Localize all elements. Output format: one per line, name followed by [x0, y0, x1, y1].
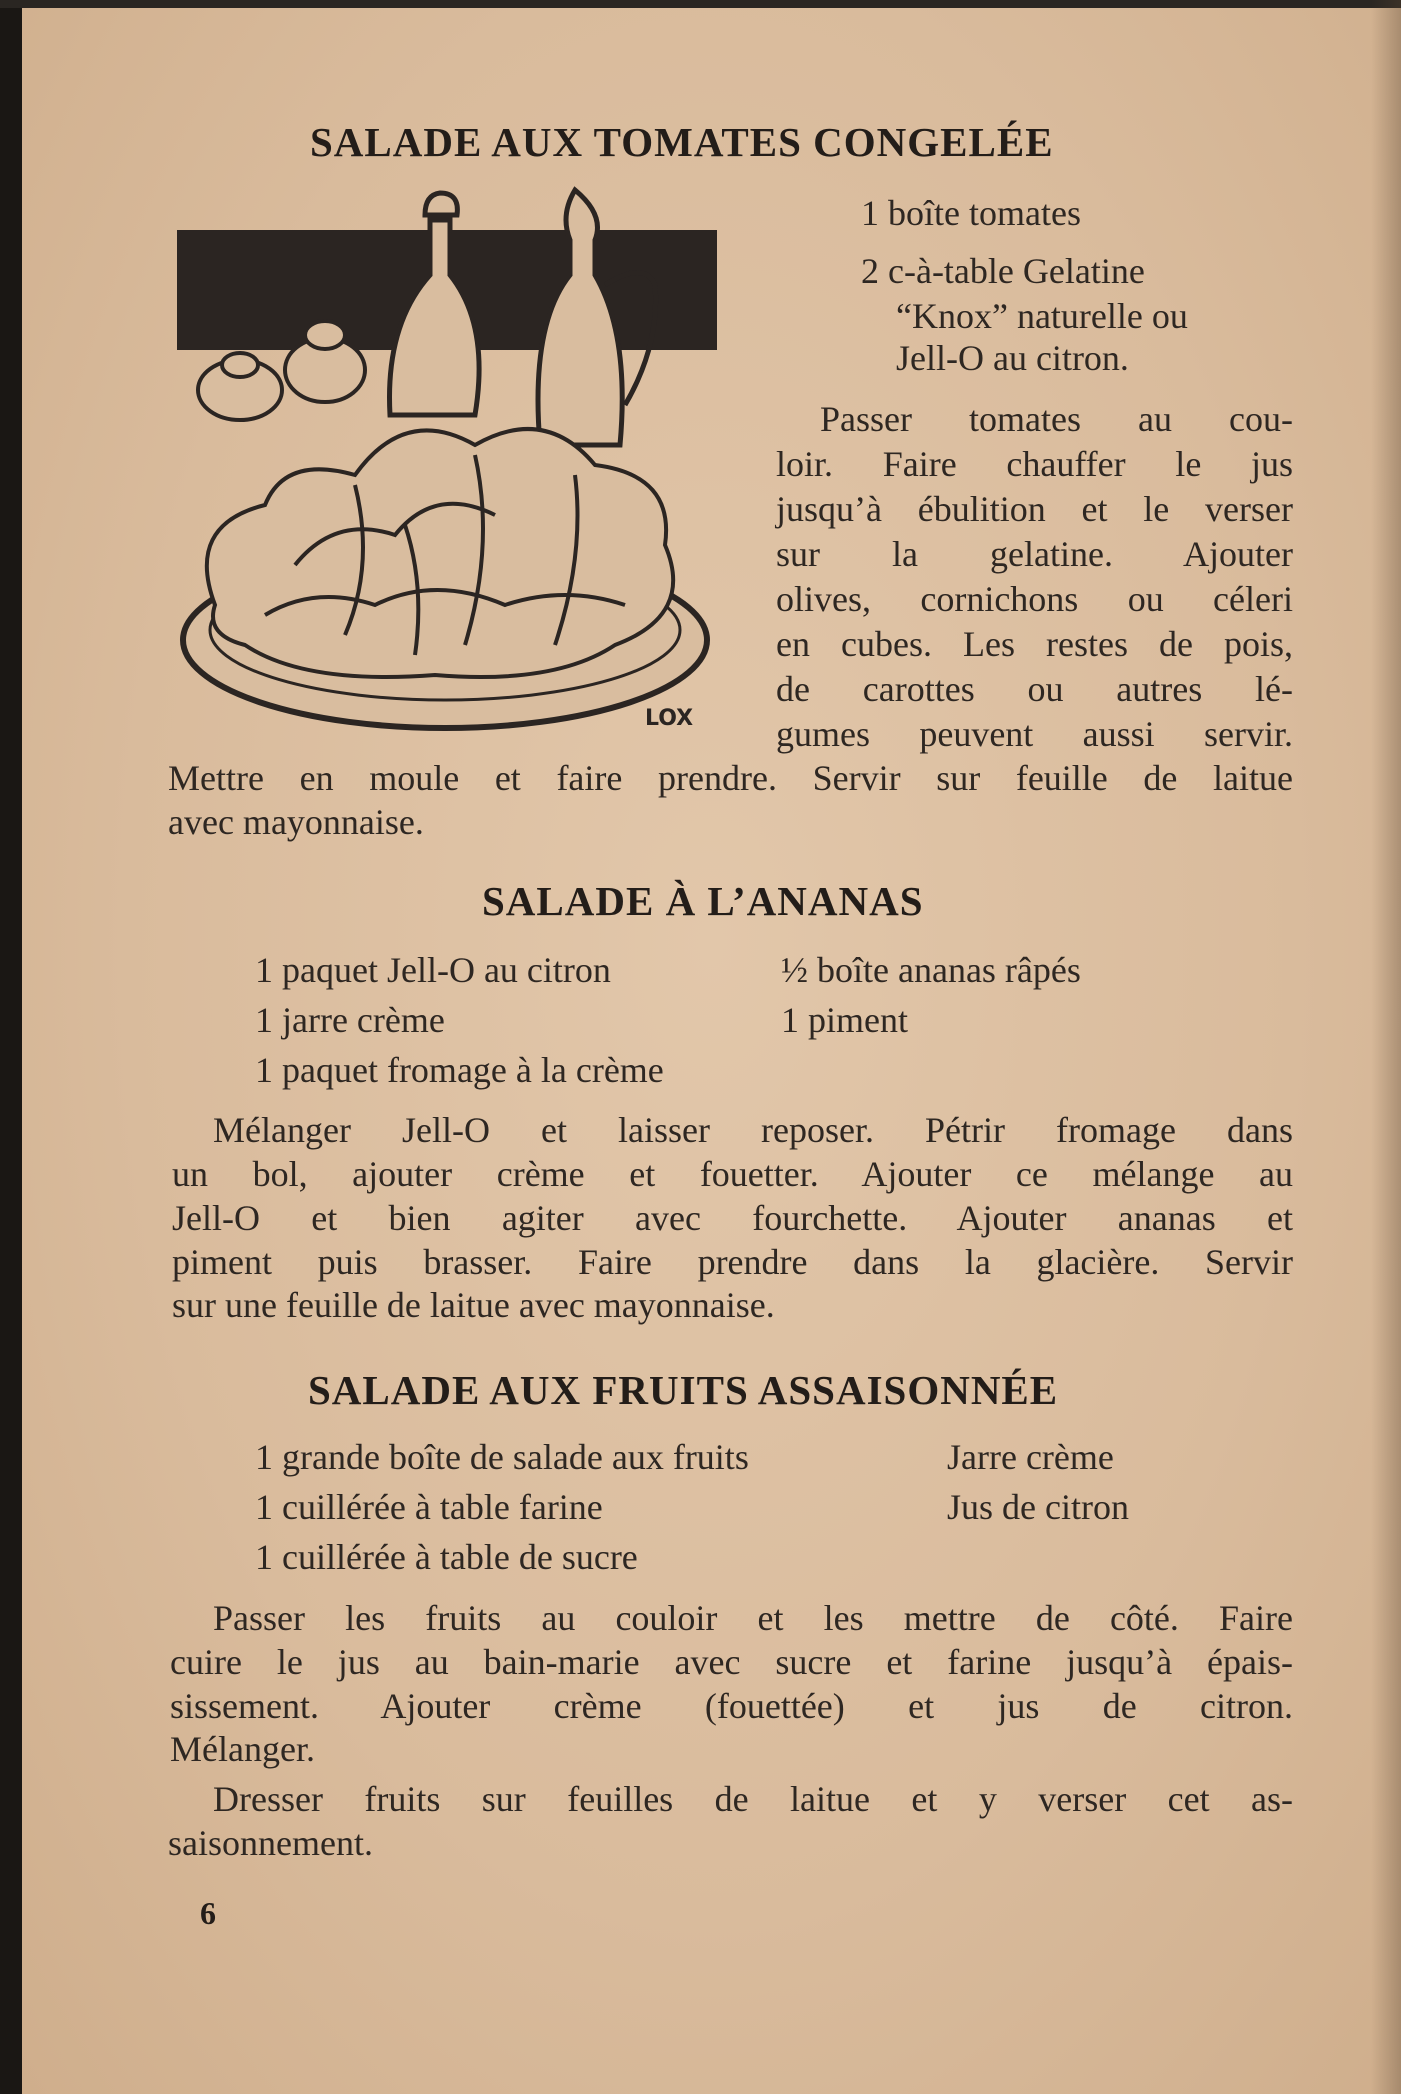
ingredient-line: Jarre crème — [947, 1437, 1114, 1477]
page-edge-shadow — [1371, 0, 1401, 2094]
body-line: sur une feuille de laitue avec mayonnaise. — [172, 1285, 775, 1325]
ingredient-line: 2 c-à-table Gelatine — [861, 251, 1145, 291]
ingredient-line: 1 cuillérée à table farine — [255, 1487, 603, 1527]
ingredient-line: 1 boîte tomates — [861, 193, 1081, 233]
body-line: Mélanger Jell-O et laisser reposer. Pétrir fromage dans — [213, 1110, 1293, 1150]
body-line: olives, cornichons ou céleri — [776, 579, 1293, 619]
ingredient-line: ½ boîte ananas râpés — [781, 950, 1081, 990]
body-line: un bol, ajouter crème et fouetter. Ajouter ce mélange au — [172, 1154, 1293, 1194]
ingredient-line: 1 cuillérée à table de sucre — [255, 1537, 638, 1577]
body-line: Passer tomates au cou- — [820, 399, 1293, 439]
body-line: saisonnement. — [168, 1823, 373, 1863]
body-line: Dresser fruits sur feuilles de laitue et y verser cet as- — [213, 1779, 1293, 1819]
body-line: en cubes. Les restes de pois, — [776, 624, 1293, 664]
body-line: piment puis brasser. Faire prendre dans la glacière. Servir — [172, 1242, 1293, 1282]
top-border — [0, 0, 1401, 8]
ingredient-line: 1 jarre crème — [255, 1000, 445, 1040]
body-line: avec mayonnaise. — [168, 802, 424, 842]
body-line: gumes peuvent aussi servir. — [776, 714, 1293, 754]
body-line: loir. Faire chauffer le jus — [776, 444, 1293, 484]
recipe-title-ananas: SALADE À L’ANANAS — [482, 878, 924, 924]
ingredient-line: Jus de citron — [947, 1487, 1129, 1527]
illustration-mark: LOX — [645, 706, 694, 731]
body-line: Passer les fruits au couloir et les mettre de côté. Faire — [213, 1598, 1293, 1638]
page-number: 6 — [200, 1895, 216, 1931]
body-line: de carottes ou autres lé- — [776, 669, 1293, 709]
ingredient-line: 1 paquet fromage à la crème — [255, 1050, 664, 1090]
body-line: Jell-O et bien agiter avec fourchette. Ajouter ananas et — [172, 1198, 1293, 1238]
ingredient-line: “Knox” naturelle ou — [896, 296, 1188, 336]
ingredient-line: 1 piment — [781, 1000, 908, 1040]
ingredient-line: 1 paquet Jell-O au citron — [255, 950, 611, 990]
ingredient-line: Jell-O au citron. — [896, 338, 1129, 378]
recipe-title-tomates: SALADE AUX TOMATES CONGELÉE — [310, 119, 1054, 165]
body-line: Mettre en moule et faire prendre. Servir sur feuille de laitue — [168, 758, 1293, 798]
body-line: sissement. Ajouter crème (fouettée) et jus de citron. — [170, 1686, 1293, 1726]
body-line: Mélanger. — [170, 1729, 315, 1769]
salad-illustration — [175, 185, 720, 740]
recipe-title-fruits: SALADE AUX FRUITS ASSAISONNÉE — [308, 1367, 1059, 1413]
body-line: jusqu’à ébulition et le verser — [776, 489, 1293, 529]
body-line: sur la gelatine. Ajouter — [776, 534, 1293, 574]
ingredient-line: 1 grande boîte de salade aux fruits — [255, 1437, 749, 1477]
body-line: cuire le jus au bain-marie avec sucre et farine jusqu’à épais- — [170, 1642, 1293, 1682]
